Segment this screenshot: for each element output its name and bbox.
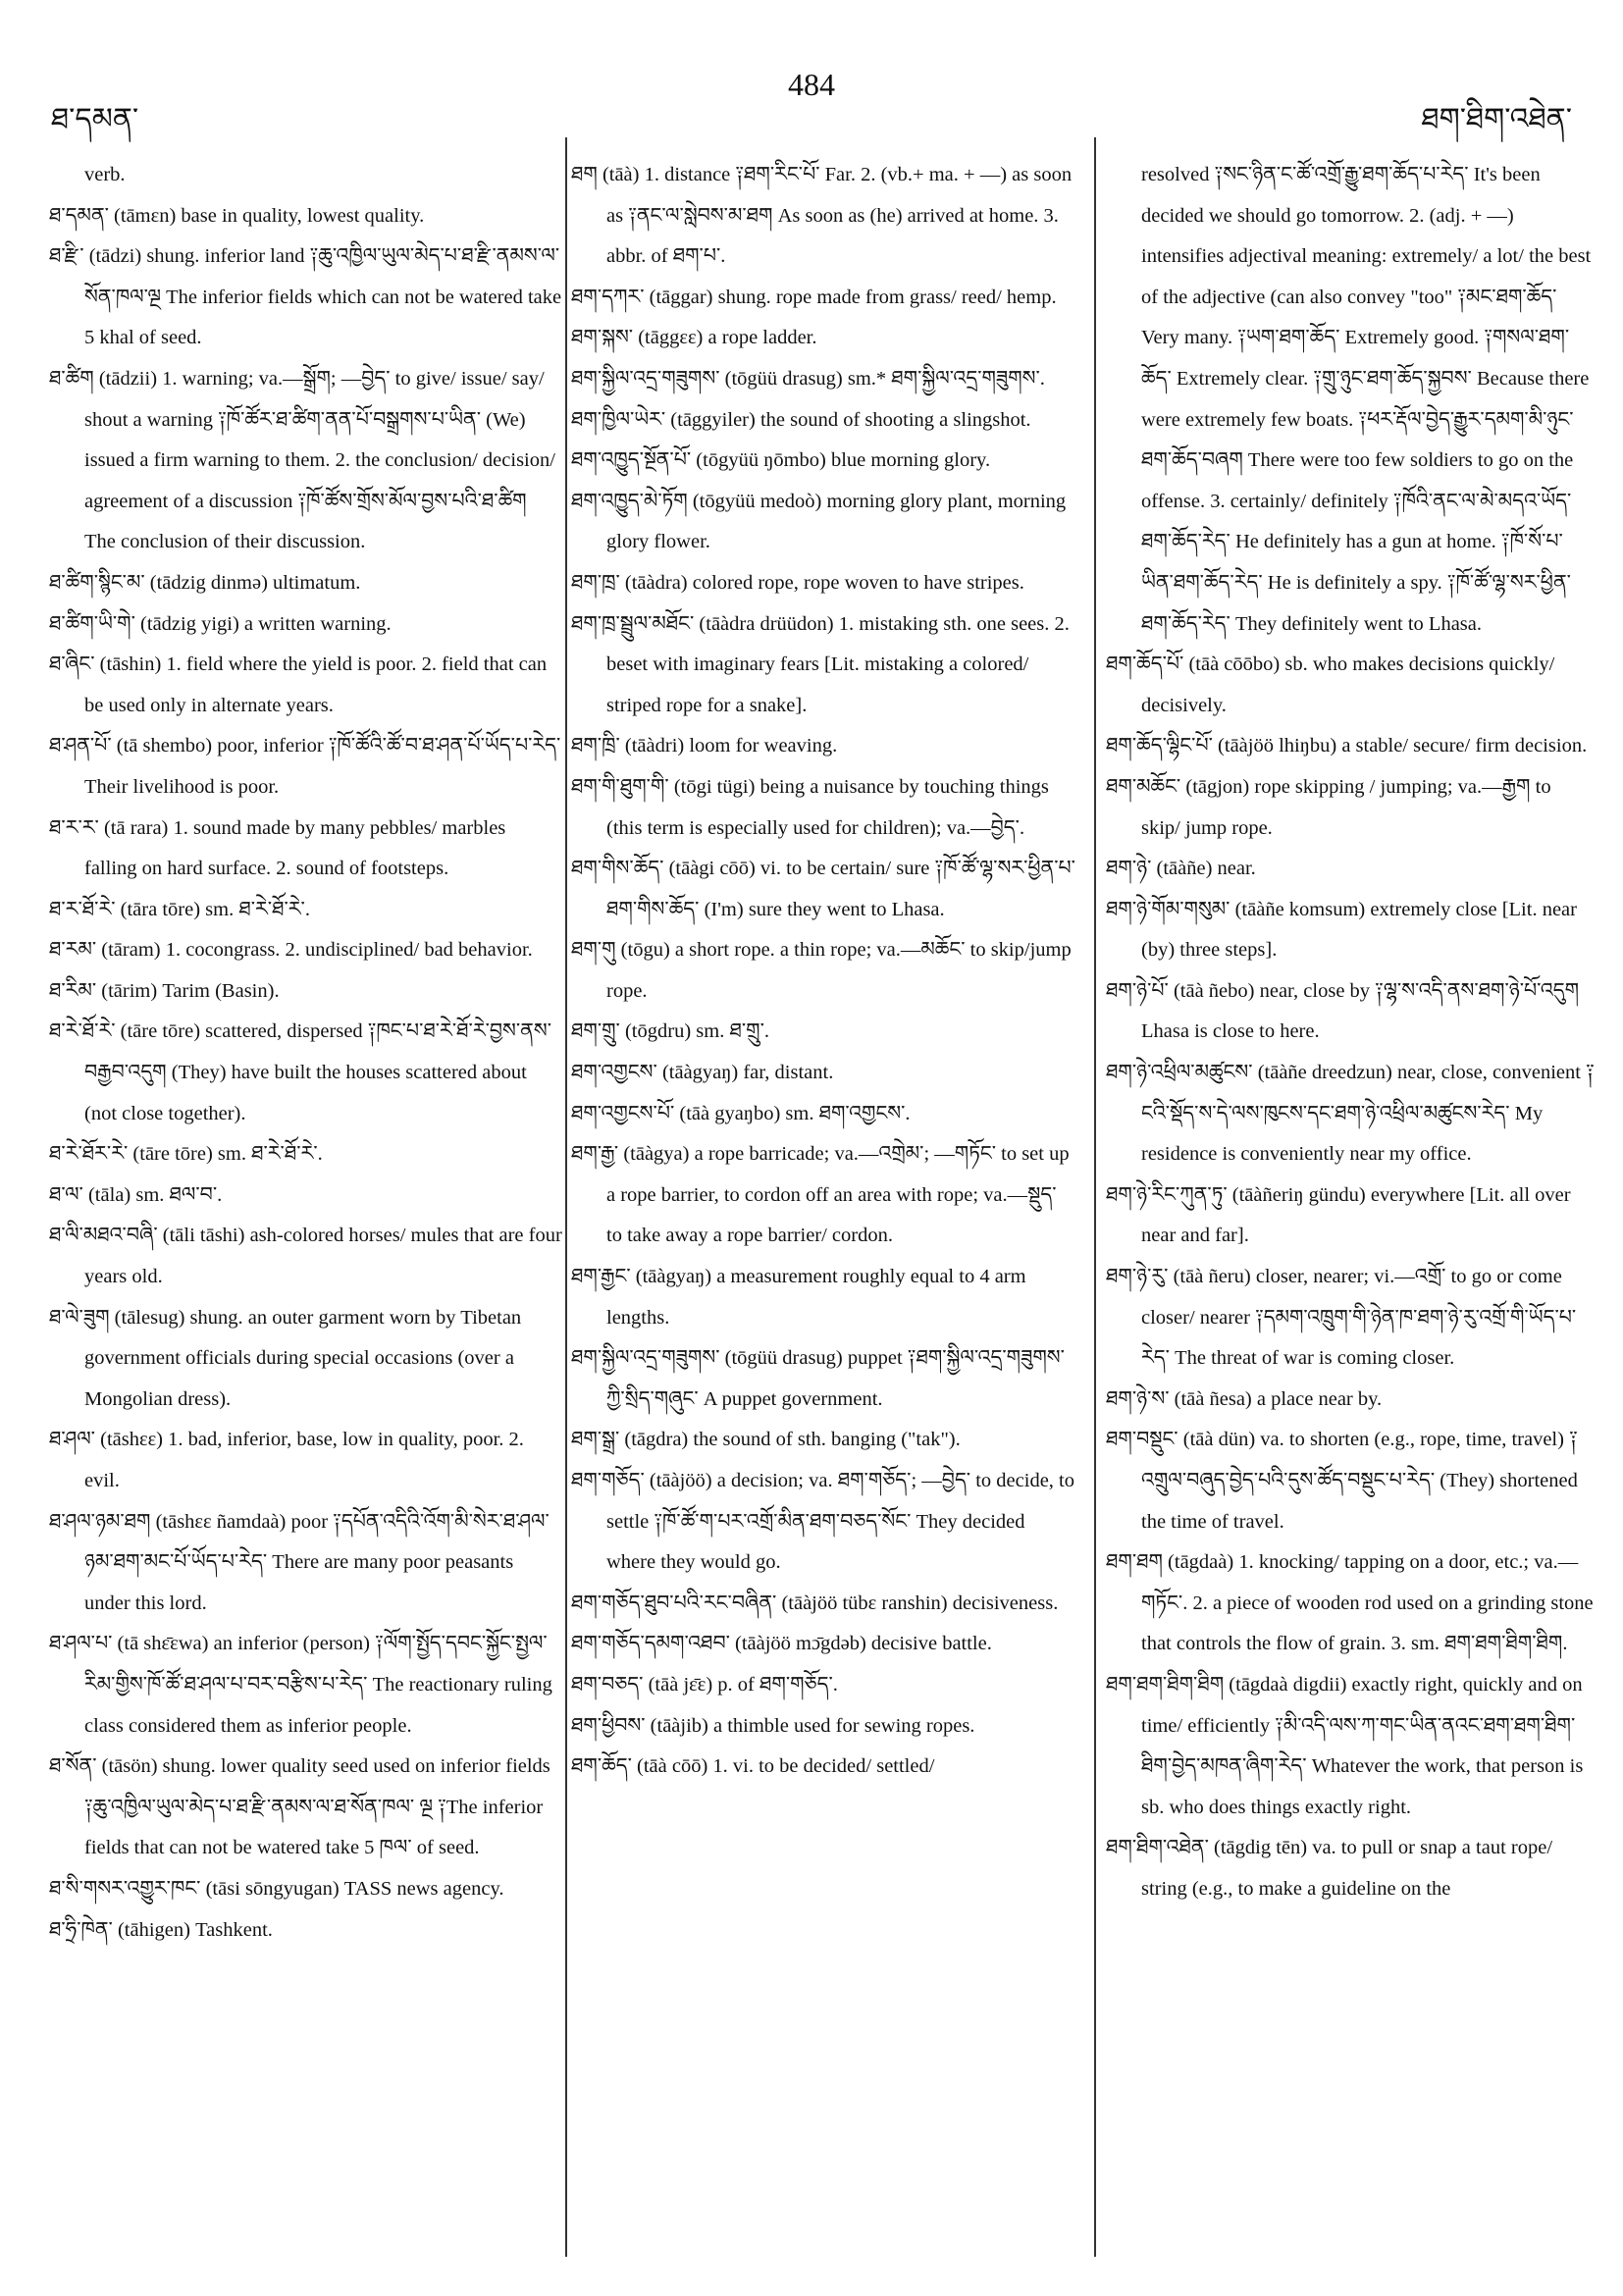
dictionary-entry: ཐག་མཆོང་ (tāgjon) rope skipping / jumping; va.—རྒྱག to skip/ jump rope. [1106, 775, 1551, 839]
dictionary-entry: ཐག་ཆོད་པོ་ (tāà cōōbo) sb. who makes decisions quickly/ decisively. [1106, 653, 1555, 716]
dictionary-entry: ཐག (tāà) 1. distance ༑ཐག་རིང་པོ་ Far. 2. (vb.+ ma. + —) as soon as ༑ནང་ལ་སླེབས་མ་ཐག As soon as (he) arrived at home. 3. abbr. of ཐག་པ་. [571, 164, 1073, 268]
dictionary-entry: ཐག་བཅད་ (tāà jɛ̄ɛ) p. of ཐག་གཅོད་. [571, 1673, 838, 1696]
dictionary-entry: ཐ་ར་ཐོ་རེ་ (tāra tōre) sm. ཐ་རེ་ཐོ་རེ་. [49, 898, 310, 920]
dictionary-entry: ཐག་ཉེ་འཕྲིལ་མཚུངས་ (tāàñe dreedzun) near, close, convenient ༑ངའི་སྡོད་ས་དེ་ལས་ཁུངས་དང་ཐག་ཉེ་འཕྲིལ་མཚུངས་རེད་ My residence is conveniently near my office. [1106, 1062, 1595, 1166]
dictionary-entry: ཐག་རྒྱ་ (tāàgya) a rope barricade; va.—འགྲེམ་; —གཏོང་ to set up a rope barrier, to cordon off an area with rope; va.—སྡུད་ to take away a rope barrier/ cordon. [571, 1143, 1070, 1247]
dictionary-entry: resolved ༑སང་ཉིན་ང་ཚོ་འགྲོ་རྒྱུ་ཐག་ཆོད་པ་རེད་ It's been decided we should go tomorrow. 2. (adj. + —) intensifies adjectival meaning: extremely/ a lot/ the best of the adjective (can also convey "too" ༑མང་ཐག་ཆོད་ Very many. ༑ཡག་ཐག་ཆོད་ Extremely good. ༑གསལ་ཐག་ཆོད་ Extremely clear. ༑གྲུ་ཉུང་ཐག་ཆོད་སྐྱབས་ Because there were extremely few boats. ༑ཕར་རྡོལ་བྱེད་རྒྱུར་དམག་མི་ཉུང་ཐག་ཆོད་བཞག There were too few soldiers to go on the offense. 3. certainly/ definitely ༑ཁོའི་ནང་ལ་མེ་མདའ་ཡོད་ཐག་ཆོད་རེད་ He definitely has a gun at home. ༑ཁོ་སོ་པ་ཡིན་ཐག་ཆོད་རེད་ He is definitely a spy. ༑ཁོ་ཚོ་ལྷ་སར་ཕྱིན་ཐག་ཆོད་རེད་ They definitely went to Lhasa. [1141, 164, 1592, 635]
page-header [0, 67, 1623, 135]
dictionary-entry: ཐག་ཁྲ་ (tāàdra) colored rope, rope woven to have stripes. [571, 571, 1024, 594]
dictionary-entry: ཐ་སོན་ (tāsön) shung. lower quality seed used on inferior fields ༑ཆུ་འཁྱིལ་ཡུལ་མེད་པ་ཐ་རྫི་ནམས་ལ་ཐ་སོན་ཁལ་ ལྔ ༑The inferior fields that can not be watered take 5 ཁལ་ of seed. [49, 1755, 550, 1859]
dictionary-entry: ཐག་བསྡུང་ (tāà dün) va. to shorten (e.g., rope, time, travel) ༑འགྲུལ་བཞུད་བྱེད་པའི་དུས་ཚོད་བསྡུང་པ་རེད་ (They) shortened the time of travel. [1106, 1429, 1578, 1533]
column-divider [1094, 137, 1096, 2257]
right-guide-word: ཐག་ཐིག་འཐེན་ [1421, 103, 1572, 135]
dictionary-entry: ཐ་ཚིག་ཡི་གེ་ (tādzig yigi) a written warning. [49, 612, 392, 635]
dictionary-entry: ཐག་ཉེ་གོམ་གསུམ་ (tāàñe komsum) extremely close [Lit. near (by) three steps]. [1106, 898, 1577, 962]
dictionary-entry: ཐག་ཐག་ཐིག་ཐིག (tāgdaà digdii) exactly right, quickly and on time/ efficiently ༑མི་འདི་ལས་ཀ་གང་ཡིན་ནའང་ཐག་ཐག་ཐིག་ཐིག་བྱེད་མཁན་ཞིག་རེད་ Whatever the work, that person is sb. who does things exactly right. [1106, 1673, 1584, 1818]
dictionary-entry: ཐ་དམན་ (tāmɛn) base in quality, lowest quality. [49, 204, 425, 227]
dictionary-entry: ཐ་སི་གསར་འགྱུར་ཁང་ (tāsi sōngyugan) TASS news agency. [49, 1877, 504, 1900]
dictionary-entry: ཐག་ཉེ་ (tāàñe) near. [1106, 858, 1256, 880]
dictionary-entry: ཐ་རེ་ཐོ་རེ་ (tāre tōre) scattered, dispersed ༑ཁང་པ་ཐ་རེ་ཐོ་རེ་བྱས་ནས་བརྒྱབ་འདུག (They) have built the houses scattered about (not close together). [49, 1020, 551, 1124]
dictionary-entry: ཐག་གཅོད་ (tāàjöö) a decision; va. ཐག་གཅོད་; —བྱེད་ to decide, to settle ༑ཁོ་ཚོ་ག་པར་འགྲོ་མིན་ཐག་བཅད་སོང་ They decided where they would go. [571, 1470, 1074, 1574]
dictionary-entry: ཐག་གཅོད་ཐུབ་པའི་རང་བཞིན་ (tāàjöö tübɛ ranshin) decisiveness. [571, 1592, 1059, 1614]
dictionary-entry: ཐག་གྲུ་ (tōgdru) sm. ཐ་གྲུ་. [571, 1020, 770, 1043]
dictionary-column-middle [571, 155, 1075, 2274]
dictionary-entry: ཐག་འགྱངས་པོ་ (tāà gyaŋbo) sm. ཐག་འགྱངས་. [571, 1102, 911, 1124]
dictionary-entry: ཐ་ཧྲི་ཁེན་ (tāhigen) Tashkent. [49, 1918, 273, 1941]
dictionary-entry: ཐག་གུ (tōgu) a short rope. a thin rope; va.—མཆོང་ to skip/jump rope. [571, 939, 1072, 1002]
dictionary-entry: ཐག་ཉེ་རིང་ཀུན་ཏུ་ (tāàñeriŋ gündu) everywhere [Lit. all over near and far]. [1106, 1183, 1571, 1247]
dictionary-entry: ཐག་ཉེ་པོ་ (tāà ñebo) near, close by ༑ལྷ་ས་འདི་ནས་ཐག་ཉེ་པོ་འདུག Lhasa is close to here. [1106, 979, 1580, 1043]
dictionary-entry: ཐ་རེ་ཐོར་རེ་ (tāre tōre) sm. ཐ་རེ་ཐོ་རེ་. [49, 1143, 323, 1166]
dictionary-entry: ཐ་ཚིག (tādzii) 1. warning; va.—སྒྲོག; —བྱེད་ to give/ issue/ say/ shout a warning ༑ཁོ་ཚོར་ཐ་ཚིག་ནན་པོ་བསྒྲགས་པ་ཡིན་ (We) issued a firm warning to them. 2. the conclusion/ decision/ agreement of a discussion ༑ཁོ་ཚོས་གྲོས་མོལ་བྱས་པའི་ཐ་ཚིག The conclusion of their discussion. [49, 367, 555, 553]
dictionary-entry: ཐག་གིས་ཆོད་ (tāàgi cōō) vi. to be certain/ sure ༑ཁོ་ཚོ་ལྷ་སར་ཕྱིན་པ་ཐག་གིས་ཆོད་ (I'm) sure they went to Lhasa. [571, 858, 1075, 920]
dictionary-entry: ཐག་ཆོད་ (tāà cōō) 1. vi. to be decided/ settled/ [571, 1755, 935, 1778]
dictionary-entry: ཐག་ཆོད་ལྷིང་པོ་ (tāàjöö lhiŋbu) a stable/ secure/ firm decision. [1106, 735, 1588, 757]
dictionary-entry: ཐ་ལ་ (tāla) sm. ཐལ་བ་. [49, 1183, 223, 1206]
dictionary-entry: ཐག་སྐྱིལ་འདྲ་གཟུགས་ (tōgüü drasug) puppet ༑ཐག་སྐྱིལ་འདྲ་གཟུགས་ཀྱི་སྲིད་གཞུང་ A puppet government. [571, 1347, 1065, 1410]
dictionary-entry: ཐག་སྐྱིལ་འདྲ་གཟུགས་ (tōgüü drasug) sm.* ཐག་སྐྱིལ་འདྲ་གཟུགས་. [571, 367, 1045, 390]
dictionary-entry: ཐ་རམ་ (tāram) 1. cocongrass. 2. undisciplined/ bad behavior. [49, 939, 533, 962]
dictionary-entry: ཐ་ཤལ་ (tāshɛɛ) 1. bad, inferior, base, low in quality, poor. 2. evil. [49, 1429, 524, 1491]
dictionary-entry: ཐག་ཁྲི་ (tāàdri) loom for weaving. [571, 735, 838, 757]
dictionary-column-right [1106, 155, 1595, 2274]
dictionary-entry: ཐག་རྒྱང་ (tāàgyaŋ) a measurement roughly equal to 4 arm lengths. [571, 1266, 1026, 1329]
dictionary-entry: ཐག་གཅོད་དམག་འཐབ་ (tāàjöö mɔ̄gdəb) decisive battle. [571, 1633, 992, 1655]
dictionary-entry: ཐག་སྐས་ (tāggɛɛ) a rope ladder. [571, 327, 817, 349]
dictionary-entry: ཐ་ལི་མཐའ་བཞི་ (tāli tāshi) ash-colored horses/ mules that are four years old. [49, 1225, 562, 1288]
dictionary-entry: ཐག་སྒྲ་ (tāgdra) the sound of sth. banging ("tak"). [571, 1429, 961, 1451]
dictionary-entry: ཐ་ཚིག་སྙིང་མ་ (tādzig dinmə) ultimatum. [49, 571, 361, 594]
dictionary-entry: ཐག་འཁྱུད་མེ་ཏོག (tōgyüü medoò) morning glory plant, morning glory flower. [571, 490, 1067, 553]
dictionary-entry: ཐ་རྫི་ (tādzi) shung. inferior land ༑ཆུ་འཁྱིལ་ཡུལ་མེད་པ་ཐ་རྫི་ནམས་ལ་སོན་ཁལ་ལྔ The inferior fields which can not be watered take 5 khal of seed. [49, 245, 562, 349]
dictionary-entry: ཐག་ཐིག་འཐེན་ (tāgdig tēn) va. to pull or snap a taut rope/ string (e.g., to make a guideline on the [1106, 1837, 1553, 1900]
left-guide-word: ཐ་དམན་ [51, 103, 139, 135]
dictionary-entry: ཐག་དཀར་ (tāggar) shung. rope made from grass/ reed/ hemp. [571, 286, 1057, 308]
dictionary-entry: verb. [84, 164, 126, 185]
dictionary-entry: ཐག་ཐག (tāgdaà) 1. knocking/ tapping on a door, etc.; va.—གཏོང་. 2. a piece of wooden rod used on a grinding stone that controls the flow of grain. 3. sm. ཐག་ཐག་ཐིག་ཐིག. [1106, 1551, 1594, 1655]
dictionary-entry: ཐ་ཤལ་པ་ (tā shɛ̄ɛwa) an inferior (person) ༑ལོག་སྤྱོད་དབང་སྐྱོང་སྤྱལ་རིམ་གྱིས་ཁོ་ཚོ་ཐ་ཤལ་པ་བར་བརྩིས་པ་རེད་ The reactionary ruling class considered them as inferior people. [49, 1633, 552, 1737]
dictionary-entry: ཐ་ཞིང་ (tāshin) 1. field where the yield is poor. 2. field that can be used only in alternate years. [49, 653, 548, 716]
dictionary-entry: ཐག་ཕྱིབས་ (tāàjib) a thimble used for sewing ropes. [571, 1714, 975, 1737]
dictionary-entry: ཐག་ཁྲ་སྦྲུལ་མཐོང་ (tāàdra drüüdon) 1. mistaking sth. one sees. 2. beset with imaginary fears [Lit. mistaking a colored/ striped rope for a snake]. [571, 612, 1070, 716]
page-number: 484 [788, 67, 835, 102]
dictionary-entry: ཐག་གི་ཐུག་གི་ (tōgi tügi) being a nuisance by touching things (this term is especially used for children); va.—བྱེད་. [571, 775, 1049, 839]
dictionary-entry: ཐག་ཉེ་ས་ (tāà ñesa) a place near by. [1106, 1387, 1383, 1410]
dictionary-entry: ཐ་ར་ར་ (tā rara) 1. sound made by many pebbles/ marbles falling on hard surface. 2. sound of footsteps. [49, 816, 506, 880]
dictionary-entry: ཐག་ཉེ་རུ་ (tāà ñeru) closer, nearer; vi.—འགྲོ་ to go or come closer/ nearer ༑དམག་འཁྲུག་གི་ཉེན་ཁ་ཐག་ཉེ་རུ་འགྲོ་གི་ཡོད་པ་རེད་ The threat of war is coming closer. [1106, 1266, 1577, 1370]
dictionary-entry: ཐ་རིམ་ (tārim) Tarim (Basin). [49, 979, 280, 1002]
dictionary-entry: ཐག་འཁྱུད་སྔོན་པོ་ (tōgyüü ŋōmbo) blue morning glory. [571, 449, 991, 472]
dictionary-entry: ཐ་ལེ་ཟུག (tālesug) shung. an outer garment worn by Tibetan government officials during special occasions (over a Mongolian dress). [49, 1306, 522, 1410]
dictionary-column-left [49, 155, 562, 2274]
column-divider [565, 137, 567, 2257]
dictionary-entry: ཐ་ཤལ་ཉམ་ཐག (tāshɛɛ ñamdaà) poor ༑དཔོན་འདིའི་འོག་མི་སེར་ཐ་ཤལ་ཉམ་ཐག་མང་པོ་ཡོད་པ་རེད་ There are many poor peasants under this lord. [49, 1510, 550, 1614]
dictionary-entry: ཐ་ཤན་པོ་ (tā shembo) poor, inferior ༑ཁོ་ཚོའི་ཚོ་བ་ཐ་ཤན་པོ་ཡོད་པ་རེད་ Their livelihood is poor. [49, 735, 561, 798]
dictionary-entry: ཐག་ཁྱིལ་ཡེར་ (tāggyiler) the sound of shooting a slingshot. [571, 408, 1031, 431]
dictionary-entry: ཐག་འགྱངས་ (tāàgyaŋ) far, distant. [571, 1062, 834, 1084]
